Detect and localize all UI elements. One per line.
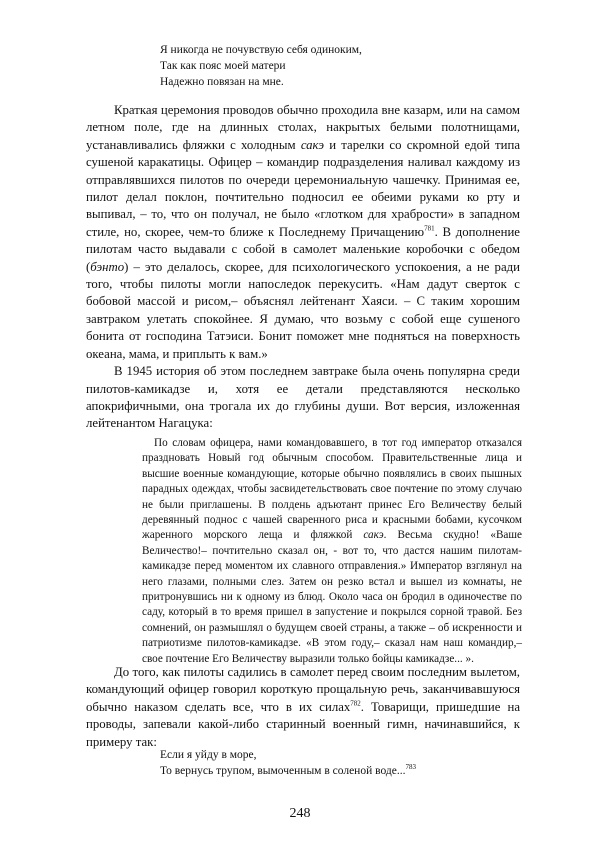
- text-span: Краткая церемония проводов обычно проходила вне казарм, или на самом летном поле, где на длинных столах, накрытых белыми полотнищами, устанавливались фляжки с холодным: [86, 103, 520, 152]
- text-span: То вернусь трупом, вымоченным в соленой воде...: [160, 765, 406, 777]
- text-span: . Весьма скудно! «Ваше Величество!– почтительно сказал он, - вот то, что дастся нашим пилотам-камикадзе перед моментом их славного отправления.» Император взглянул на него глазами, полными слез. Затем он резко встал и вышел из комнаты, не притронувшись ни к одному из блюд. Около часа он бродил в одиночестве по саду, который в то время пришел в запустение и покрылся сорной травой. Без сомнений, он размышлял о будущем своей страны, а также – об искренности и патриотизме пилотов-камикадзе. «В этом году,– сказал нам наш командир,– свое почтение Его Величеству выразили только бойцы камикадзе... ».: [142, 529, 522, 665]
- text-span: До того, как пилоты садились в самолет перед своим последним вылетом, командующий офицер говорил короткую прощальную речь, заканчивавшуюся обычно наказом сделать все, что в их силах: [86, 665, 520, 714]
- footnote-ref: 782: [350, 699, 361, 708]
- footnote-ref: 783: [405, 763, 416, 772]
- block-quote: [142, 436, 522, 667]
- italic-word: сакэ: [300, 137, 325, 152]
- main-text-bottom: [86, 664, 520, 751]
- text-span: По словам офицера, нами командовавшего, в тот год император отказался праздновать Новый год обычным способом. Правительственные лица и высшие военные командующие, которые обычно появлялись в своих пышных парадных одеждах, чтобы засвидетельствовать свое почтение по этому случаю не были приглашены. В полдень адъютант принес Его Величеству белый деревянный поднос с чашей сваренного риса и красными бобами, кусочком жаренного морского леща и фляжкой: [142, 437, 522, 542]
- italic-word: сакэ: [363, 529, 384, 542]
- footnote-ref: 781: [424, 224, 435, 233]
- italic-word: бэнто: [90, 259, 125, 274]
- paragraph-breakfast-story: В 1945 история об этом последнем завтраке была очень популярна среди пилотов-камикадзе и, хотя ее детали представляются несколько апокрифичными, она трогала их до глубины души. Вот версия, изложенная лейтенантом Нагацука:: [86, 364, 520, 431]
- text-span: . Товарищи, пришедшие на проводы, запевали какой-либо старинный военный гимн, начинавшийся, к примеру так:: [86, 699, 520, 749]
- hymn-verse: [160, 747, 416, 779]
- text-span: и тарелки со скромной едой типа сушеной каракатицы. Офицер – командир подразделения наливал каждому из отправлявшихся пилотов по очереди церемониальную чашечку. Принимая ее, пилот делал поклон, почтительно подносил ее обеими руками ко рту и выпивал, – то, что он получал, не было «глотком для храбрости» в западном стиле, но, скорее, чем-то ближе к Последнему Причащению: [86, 137, 520, 239]
- paragraph-ceremony: [86, 102, 520, 363]
- main-text-top: [86, 102, 520, 433]
- paragraph-farewell: [86, 664, 520, 751]
- hymn-line: Если я уйду в море,: [160, 749, 257, 761]
- quote-text: [142, 436, 522, 667]
- epigraph: [160, 42, 362, 90]
- page-number: 248: [289, 806, 311, 821]
- epigraph-line: Я никогда не почувствую себя одиноким,: [160, 44, 362, 56]
- text-span: . В дополнение пилотам часто выдавали с собой в самолет маленькие коробочки с обедом (: [86, 224, 520, 274]
- epigraph-line: Надежно повязан на мне.: [160, 76, 284, 88]
- text-span: ) – это делалось, скорее, для психологического успокоения, а не ради того, чтобы пилоты могли напоследок перекусить. «Нам дадут сверток с бобовой массой и рисом,– объяснял лейтенант Хаяси. – С таким хорошим завтраком улетать спокойнее. Я думаю, что возьму с собой еще сушеного бонита от господина Татэиси. Бонит поможет мне подняться на поверхность океана, мама, и приплыть к вам.»: [86, 259, 520, 361]
- hymn-line: [160, 763, 416, 779]
- epigraph-line: Так как пояс моей матери: [160, 60, 286, 72]
